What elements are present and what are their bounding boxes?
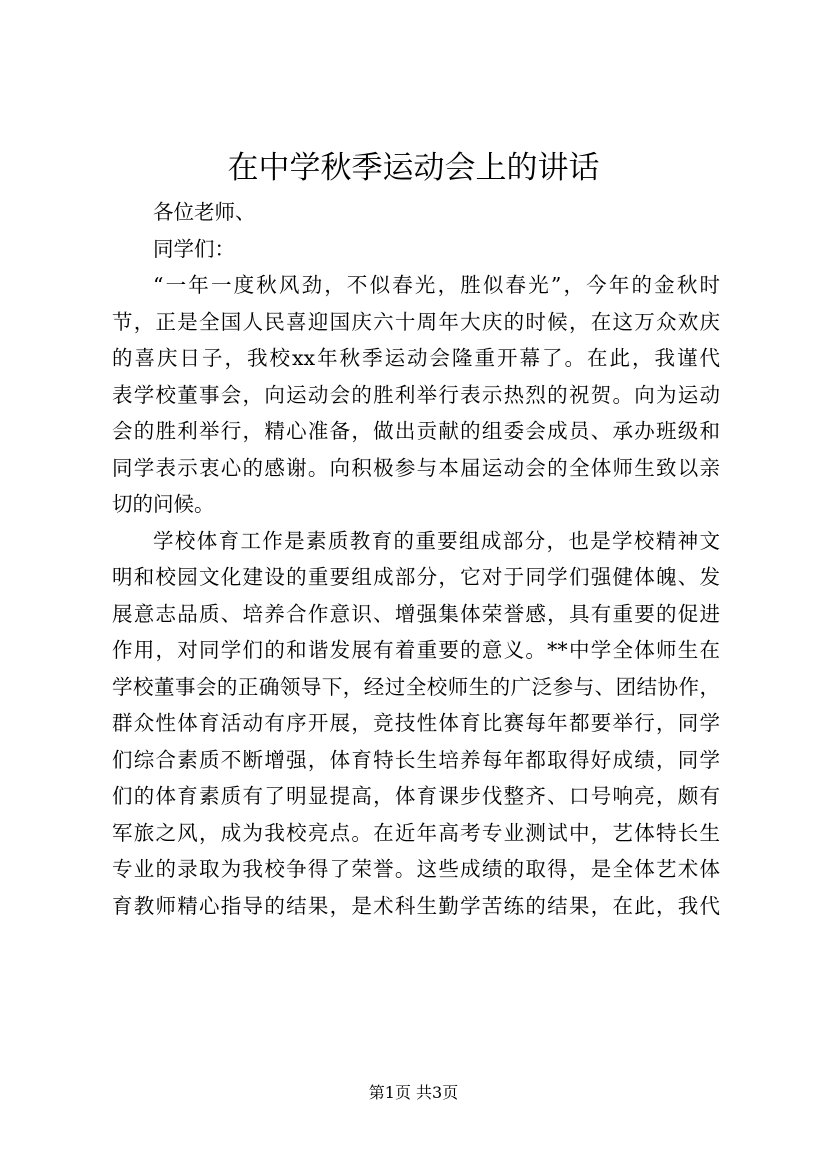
paragraph-line: 表学校董事会，向运动会的胜利举行表示热烈的祝贺。向为运动	[112, 382, 720, 407]
paragraph-line: 展意志品质、培养合作意识、增强集体荣誉感，具有重要的促进	[112, 601, 720, 626]
paragraph-line: 们综合素质不断增强，体育特长生培养每年都取得好成绩，同学	[112, 747, 720, 772]
salutation-line: 同学们：	[153, 236, 235, 261]
page-footer	[0, 1082, 827, 1104]
page-indicator: 第1页 共3页	[368, 1083, 459, 1102]
paragraph-line: 专业的录取为我校争得了荣誉。这些成绩的取得，是全体艺术体	[112, 857, 720, 881]
paragraph-line: 明和校园文化建设的重要组成部分，它对于同学们强健体魄、发	[112, 565, 720, 589]
paragraph-line: 切的问候。	[112, 492, 215, 516]
paragraph-line: 学校体育工作是素质教育的重要组成部分，也是学校精神文	[153, 528, 720, 553]
paragraph-line: “一年一度秋风劲，不似春光，胜似春光”，今年的金秋时	[153, 273, 720, 297]
paragraph-line: 作用，对同学们的和谐发展有着重要的意义。**中学全体师生在	[112, 638, 720, 662]
paragraph-line: 们的体育素质有了明显提高，体育课步伐整齐、口号响亮，颇有	[112, 784, 720, 808]
paragraph-line: 学校董事会的正确领导下，经过全校师生的广泛参与、团结协作，	[112, 674, 720, 699]
paragraph-line: 军旅之风，成为我校亮点。在近年高考专业测试中，艺体特长生	[112, 820, 720, 845]
paragraph-line: 会的胜利举行，精心准备，做出贡献的组委会成员、承办班级和	[112, 419, 720, 443]
salutation-line: 各位老师、	[153, 200, 256, 224]
paragraph-line: 群众性体育活动有序开展，竞技性体育比赛每年都要举行，同学	[112, 711, 720, 735]
paragraph-line: 节，正是全国人民喜迎国庆六十周年大庆的时候，在这万众欢庆	[112, 309, 720, 334]
document-title: 在中学秋季运动会上的讲话	[227, 150, 600, 186]
paragraph-line: 育教师精心指导的结果，是术科生勤学苦练的结果，在此，我代	[112, 893, 720, 918]
paragraph-line: 同学表示衷心的感谢。向积极参与本届运动会的全体师生致以亲	[112, 455, 720, 480]
paragraph-line: 的喜庆日子，我校xx年秋季运动会隆重开幕了。在此，我谨代	[112, 346, 720, 370]
document-body	[112, 194, 720, 924]
